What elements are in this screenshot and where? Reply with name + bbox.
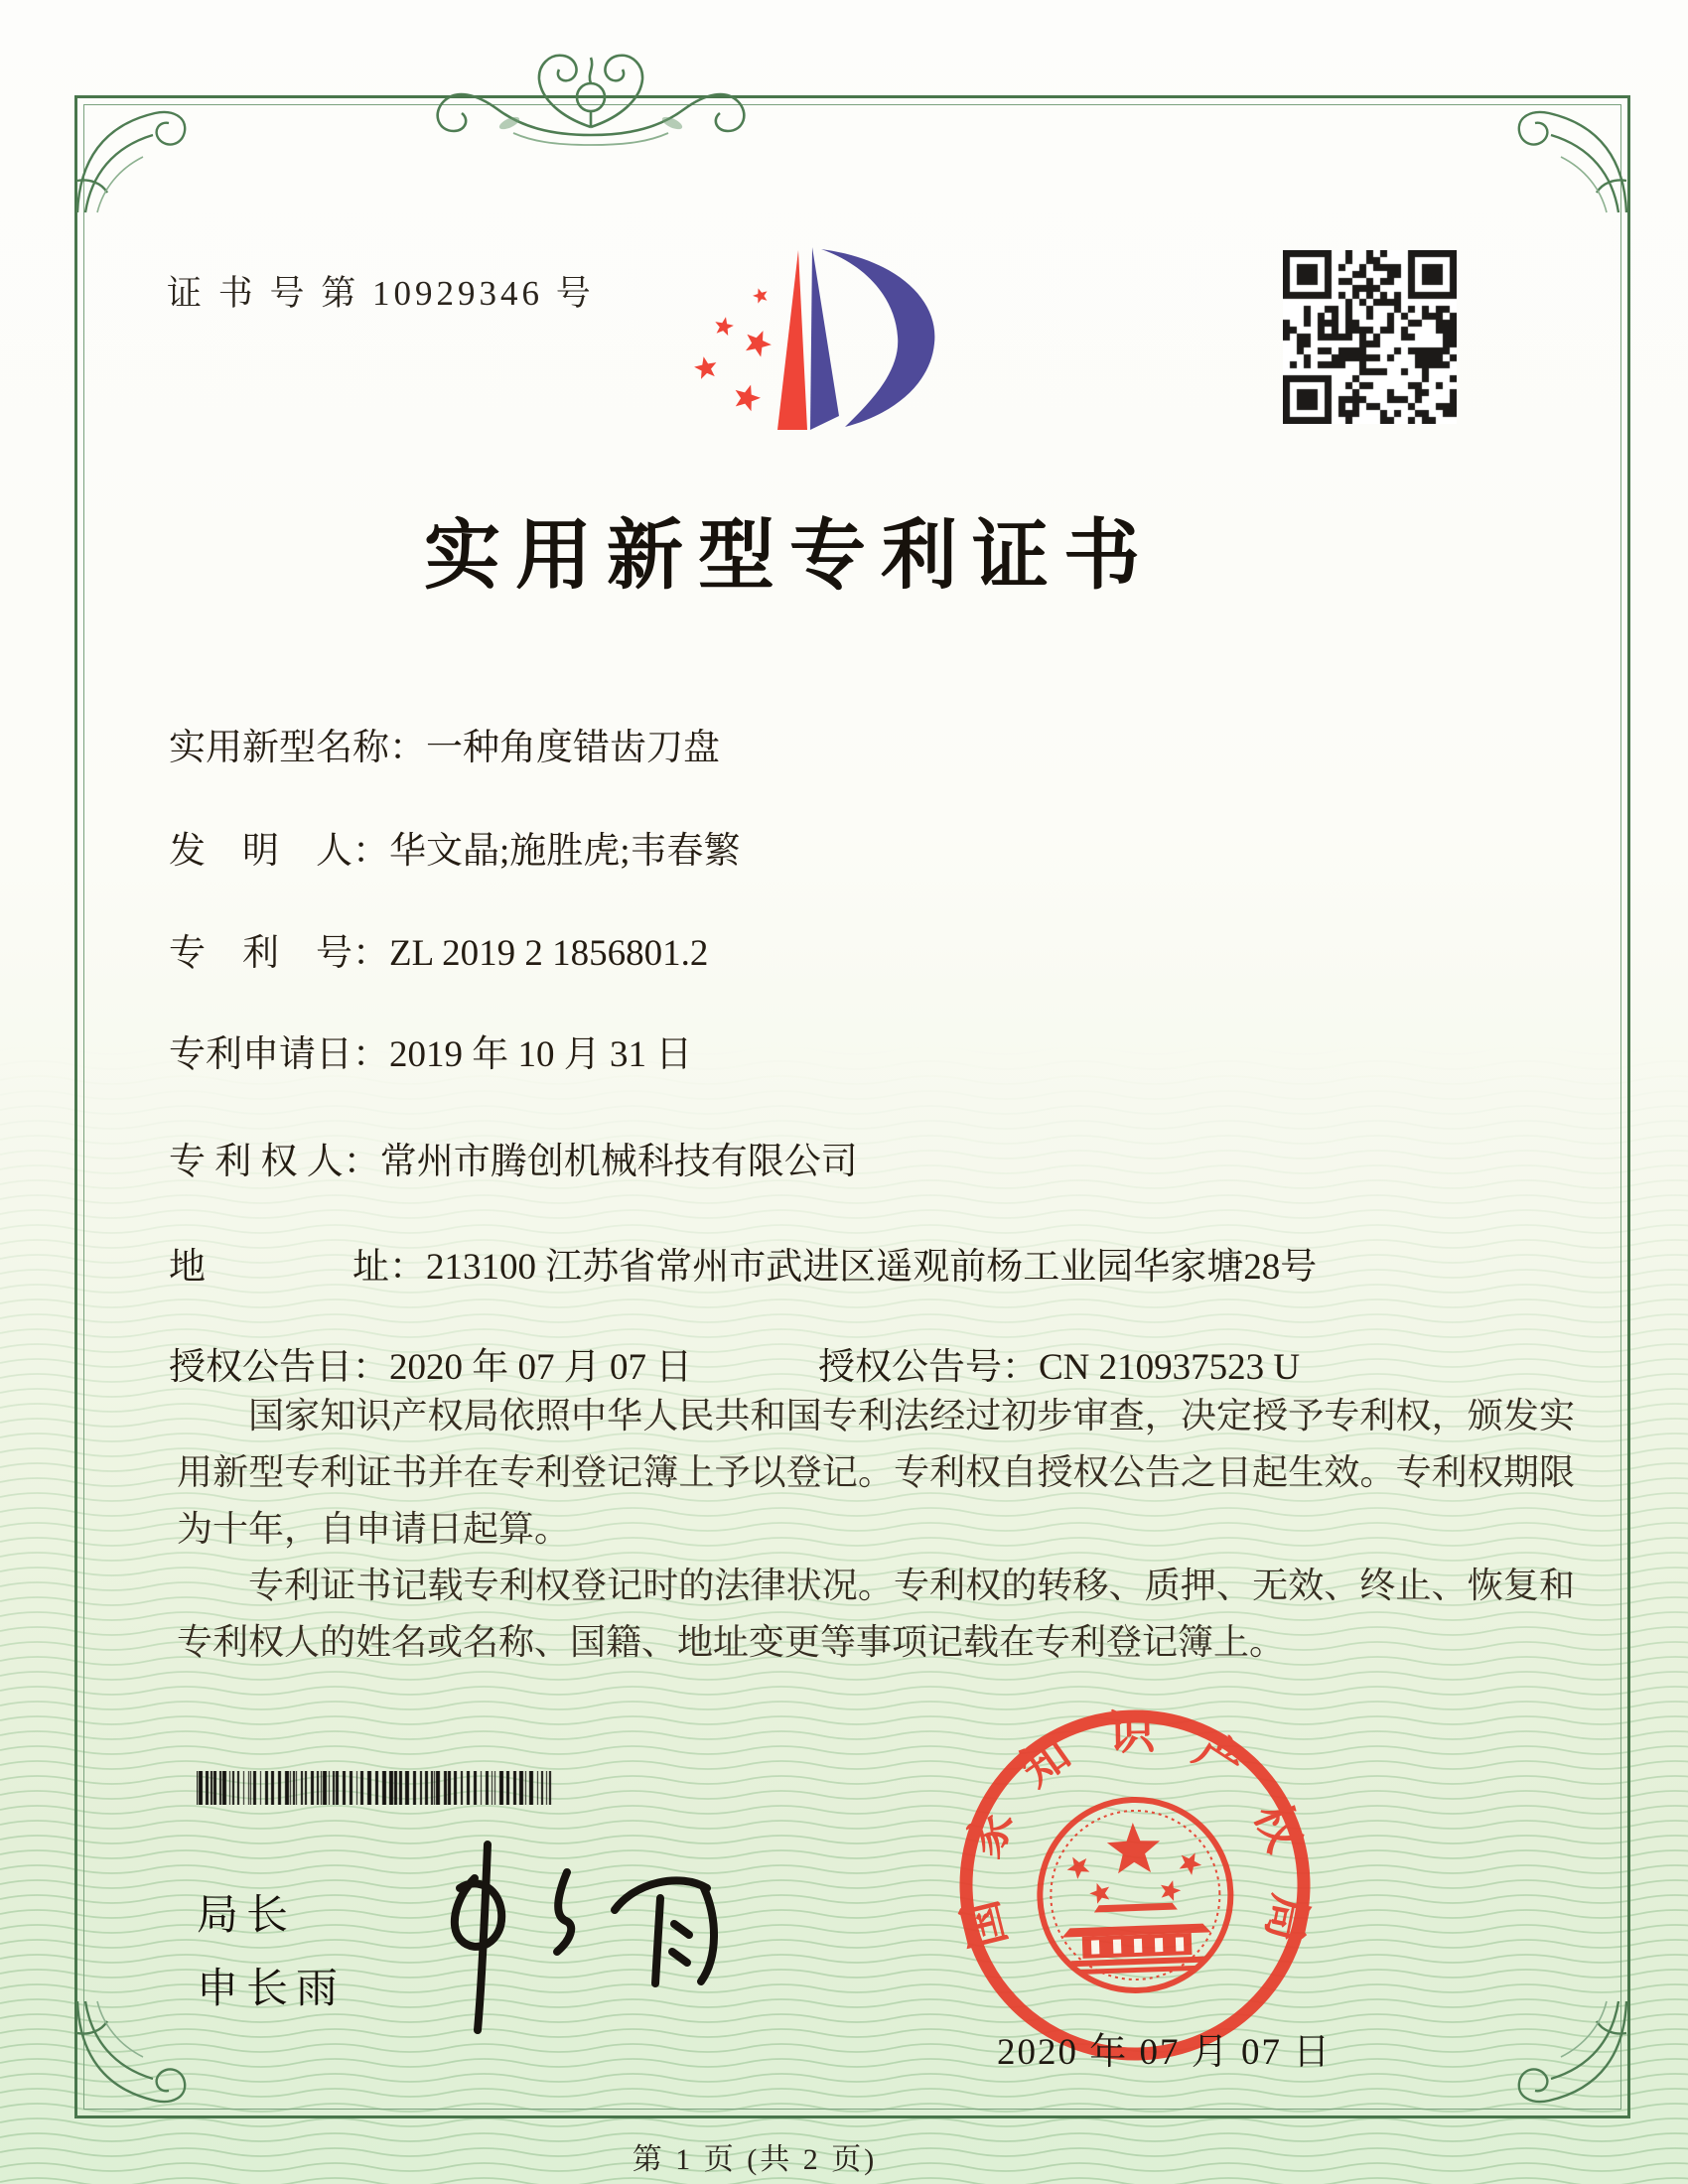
corner-flourish <box>1505 91 1634 220</box>
field-value: 2019 年 10 月 31 日 <box>389 1034 693 1075</box>
field-grant-number <box>818 1336 1300 1390</box>
field-value: 常州市腾创机械科技有限公司 <box>379 1142 858 1182</box>
legal-text <box>177 1388 1575 1671</box>
field-value: ZL 2019 2 1856801.2 <box>389 933 709 974</box>
top-crest-ornament <box>392 38 789 155</box>
field-grant-date <box>169 1336 692 1390</box>
corner-flourish <box>1505 1993 1634 2122</box>
corner-flourish <box>70 91 199 220</box>
director-title: 局长 <box>197 1893 297 1939</box>
field-filing-date <box>169 1024 692 1077</box>
field-value: 2020 年 07 月 07 日 <box>389 1347 693 1388</box>
field-label: 实用新型名称： <box>169 728 426 768</box>
field-address <box>169 1236 1317 1290</box>
field-label: 专 利 号： <box>169 933 389 974</box>
legal-paragraph-1: 国家知识产权局依照中华人民共和国专利法经过初步审查，决定授予专利权，颁发实用新型专利证书并在专利登记簿上予以登记。专利权自授权公告之日起生效。专利权期限为十年，自申请日起算。 <box>177 1396 1575 1549</box>
legal-paragraph-2: 专利证书记载专利权登记时的法律状况。专利权的转移、质押、无效、终止、恢复和专利权人的姓名或名称、国籍、地址变更等事项记载在专利登记簿上。 <box>177 1566 1575 1662</box>
cnipa-logo-icon <box>683 238 971 442</box>
national-emblem-icon <box>1037 1797 1234 1994</box>
seal-text: 国家知识产权局 <box>954 1706 1317 1954</box>
field-utility-model-name <box>169 717 720 770</box>
field-patent-number <box>169 922 708 976</box>
field-label: 地 址： <box>169 1247 426 1288</box>
field-value: 213100 江苏省常州市武进区遥观前杨工业园华家塘28号 <box>426 1247 1318 1288</box>
field-label: 专利申请日： <box>169 1034 389 1075</box>
field-label: 授权公告号： <box>818 1347 1039 1388</box>
certificate-number: 证 书 号 第 10929346 号 <box>167 274 595 313</box>
seal-date: 2020 年 07 月 07 日 <box>997 2032 1333 2073</box>
page-number: 第 1 页 (共 2 页) <box>632 2143 878 2176</box>
field-value: CN 210937523 U <box>1039 1347 1301 1388</box>
field-value: 华文晶;施胜虎;韦春繁 <box>389 831 741 872</box>
director-name: 申长雨 <box>197 1967 347 2012</box>
field-patentee <box>169 1131 858 1184</box>
qr-code <box>1283 250 1457 424</box>
barcode <box>197 1771 556 1805</box>
corner-flourish <box>70 1993 199 2122</box>
field-label: 专 利 权 人： <box>169 1142 380 1182</box>
handwritten-signature <box>369 1825 747 2053</box>
certificate-title: 实用新型专利证书 <box>424 513 1155 599</box>
field-label: 授权公告日： <box>169 1347 389 1388</box>
field-label: 发 明 人： <box>169 831 389 872</box>
field-value: 一种角度错齿刀盘 <box>426 728 720 768</box>
field-inventors <box>169 820 741 874</box>
national-emblem-seal <box>943 1694 1328 2078</box>
